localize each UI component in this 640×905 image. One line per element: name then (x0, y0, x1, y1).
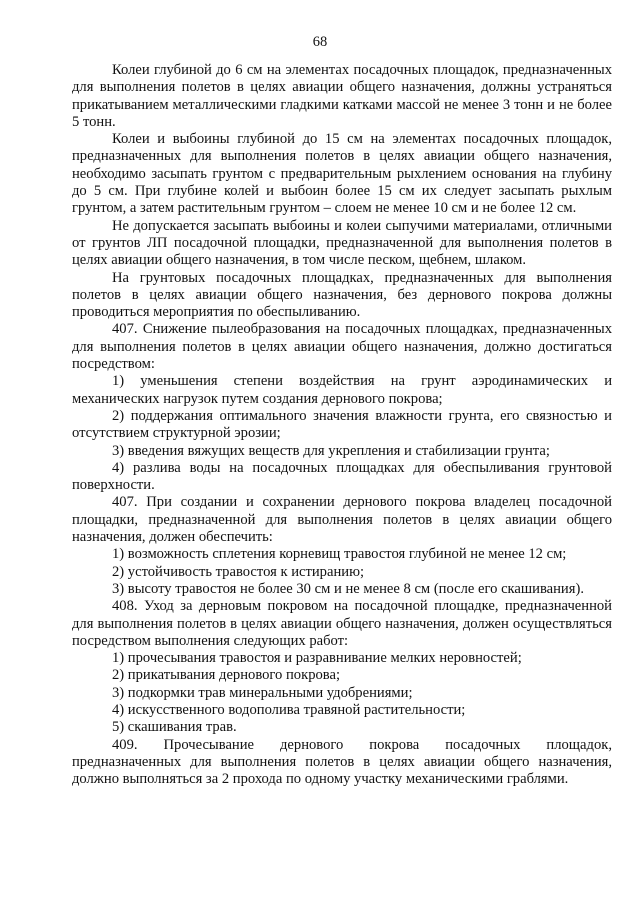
paragraph: На грунтовых посадочных площадках, предназначенных для выполнения полетов в целях авиации общего назначения, без дернового покрова должны проводиться мероприятия по обеспыливанию. (72, 269, 612, 321)
paragraph: Колеи глубиной до 6 см на элементах посадочных площадок, предназначенных для выполнения полетов в целях авиации общего назначения, должны устраняться прикатыванием металлическими гладкими катками массой не менее 3 тонн и не более 5 тонн. (72, 62, 612, 130)
list-item: 4) разлива воды на посадочных площадках для обеспыливания грунтовой поверхности. (72, 459, 612, 494)
list-item: 1) прочесывания травостоя и разравнивание мелких неровностей; (112, 650, 522, 667)
list-item: 3) высоту травостоя не более 30 см и не менее 8 см (после его скашивания). (112, 580, 584, 597)
list-item: 4) искусственного водополива травяной растительности; (112, 701, 466, 718)
paragraph-clause-407-turf: 407. При создании и сохранении дернового покрова владелец посадочной площадки, предназначенной для выполнения полетов в целях авиации общего назначения, должен обеспечить: (72, 494, 612, 546)
list-item: 1) возможность сплетения корневищ травостоя глубиной не менее 12 см; (112, 546, 567, 563)
paragraph-clause-409: 409. Прочесывание дернового покрова посадочных площадок, предназначенных для выполнения полетов в целях авиации общего назначения, должно выполняться за 2 прохода по одному участку механическими граблями. (72, 736, 612, 788)
paragraph: Колеи и выбоины глубиной до 15 см на элементах посадочных площадок, предназначенных для выполнения полетов в целях авиации общего назначения, необходимо засыпать грунтом с предварительным рыхлением основания на глубину до 5 см. При глубине колей и выбоин более 15 см их следует засыпать рыхлым грунтом, а затем растительным грунтом – слоем не менее 10 см и не более 12 см. (72, 131, 612, 217)
page-number: 68 (312, 34, 328, 50)
paragraph: Не допускается засыпать выбоины и колеи сыпучими материалами, отличными от грунтов ЛП посадочной площадки, предназначенной для выполнения полетов в целях авиации общего назначения, в том числе песком, щебнем, шлаком. (72, 217, 612, 269)
paragraph-clause-407-dust: 407. Снижение пылеобразования на посадочных площадках, предназначенных для выполнения полетов в целях авиации общего назначения, должно достигаться посредством: (72, 321, 612, 373)
list-item: 1) уменьшения степени воздействия на грунт аэродинамических и механических нагрузок путем создания дернового покрова; (72, 373, 612, 407)
list-item: 3) подкормки трав минеральными удобрениями; (112, 684, 413, 701)
list-item: 2) прикатывания дернового покрова; (112, 667, 341, 684)
document-body (72, 62, 612, 788)
list-item: 2) поддержания оптимального значения влажности грунта, его связностью и отсутствием структурной эрозии; (72, 407, 612, 442)
list-item: 3) введения вяжущих веществ для укрепления и стабилизации грунта; (112, 442, 550, 459)
paragraph-clause-408: 408. Уход за дерновым покровом на посадочной площадке, предназначенной для выполнения полетов в целях авиации общего назначения, должен осуществляться посредством выполнения следующих работ: (72, 598, 612, 649)
list-item: 2) устойчивость травостоя к истиранию; (112, 563, 365, 580)
list-item: 5) скашивания трав. (112, 719, 237, 736)
